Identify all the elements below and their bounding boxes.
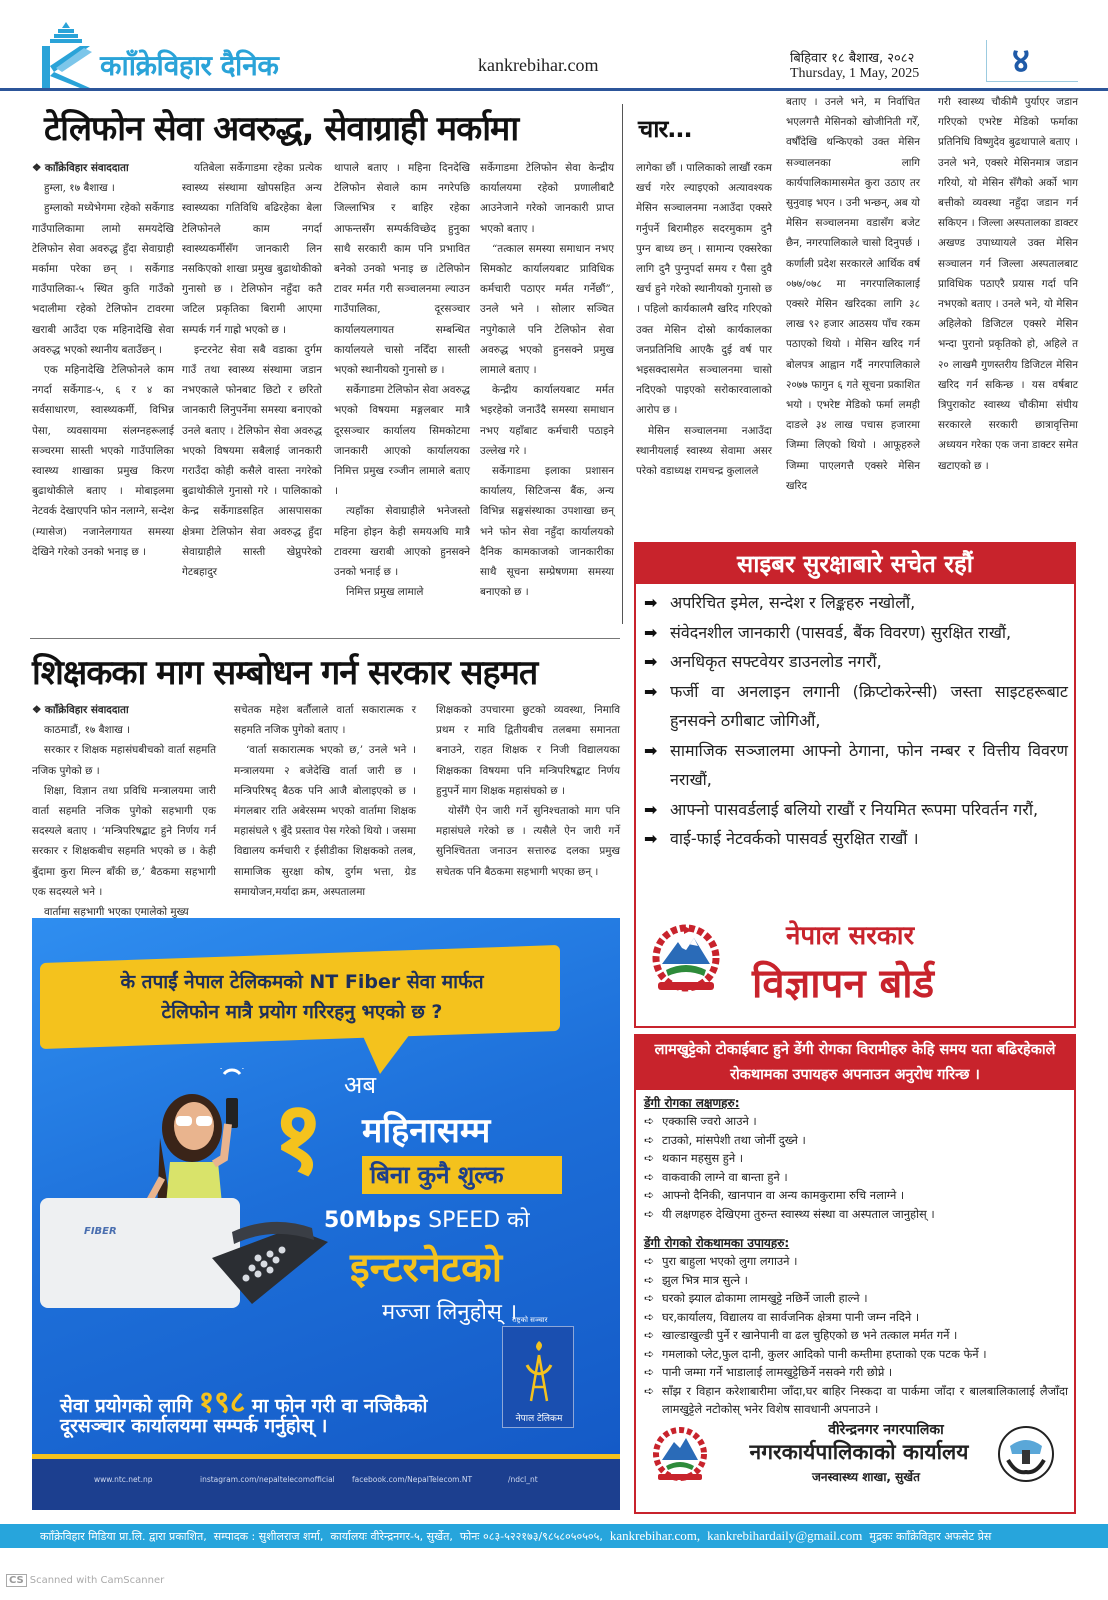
- nepal-telecom-logo: [502, 1326, 574, 1428]
- pointing-hand-icon: ➪: [644, 1383, 655, 1398]
- dengue-prevention: [644, 1308, 1068, 1327]
- dengue-symptom-text: थकान महसुस हुने ।: [662, 1151, 744, 1165]
- ad-enjoy-label: मज्जा लिनुहोस् ।: [382, 1300, 518, 1325]
- ad-free-label: बिना कुनै शुल्क: [370, 1161, 504, 1189]
- dengue-symptom: [644, 1168, 1068, 1187]
- article1-column-4: [480, 158, 614, 602]
- arrow-icon: ➡: [644, 681, 658, 701]
- dengue-prevention-list: [644, 1252, 1068, 1419]
- pointing-hand-icon: ➪: [644, 1169, 655, 1184]
- masthead-rule: [0, 88, 1108, 91]
- pointing-hand-icon: ➪: [644, 1151, 655, 1165]
- cyber-tip: [644, 677, 1068, 736]
- footer-printer: मुद्रकः कााँक्रेविहार अफसेट प्रेस: [869, 1530, 992, 1543]
- scanner-watermark-text: Scanned with CamScanner: [29, 1575, 165, 1586]
- article2-dateline: काठमाडौं, १७ बैशाख ।: [44, 724, 131, 737]
- article1-column-1: [32, 158, 174, 562]
- footer-phone: फोनः ०८३-५२२१७३/९८५८०५०५०५,: [459, 1530, 603, 1543]
- footer-editor: सम्पादक : सुशीलराज शर्मा,: [213, 1530, 324, 1543]
- cyber-tip-text: अपरिचित इमेल, सन्देश र लिङ्कहरु नखोलौं,: [670, 593, 916, 612]
- ad-speed-suffix: SPEED को: [428, 1208, 530, 1233]
- ad-router-label: FIBER: [84, 1226, 117, 1237]
- ad-logo-tagline: राष्ट्रको सञ्चार: [512, 1316, 548, 1324]
- article1-paragraph: हुम्लाको मध्येभेगमा रहेको सर्केगाड गाउँपालिकामा लामो समयदेखि टेलिफोन सेवा अवरुद्ध हुँदा सेवाग्राही मर्कामा परेका छन् । सर्केगाड गाउँपालिका-५ स्थित कुति गाउँको भदालीमा रहेको टेलिफोन टावरमा खराबी आउँदा एक महिनादेखि सेवा अवरुद्ध भएको स्थानीय बताउँछन् ।: [32, 202, 174, 356]
- article1-paragraph: सर्केगाडमा इलाका प्रशासन कार्यालय, सिटिजन्स बैंक, अन्य विभिन्न सङ्घसंस्थाका उपशाखा छन् भने फोन सेवा नहुँदा कार्यालयको दैनिक कामकाजको जानकारीका साथै सूचना सम्प्रेषणमा समस्या बनाएको छ ।: [480, 465, 614, 599]
- cyber-tip-text: सामाजिक सञ्जालमा आफ्नो ठेगाना, फोन नम्बर र वित्तीय विवरण नराखौं,: [670, 740, 1068, 789]
- municipality-office: नगरकार्यपालिकाको कार्यालय: [749, 1440, 969, 1464]
- continuation-paragraph: बताए । उनले भने, म निर्वाचित भएलगत्तै मेसिनको खोजीनिती गरेँ, वर्षौंदेखि थन्किएको उक्त मेसिन सञ्चालनका लागि कार्यपालिकामासमेत कुरा उठाए तर सुनुवाइ भएन । उनी भन्छन्, अब यो मेसिन सञ्चालनमा वडासँग बजेट छैन, नगरपालिकाले चासो दिनुपर्छ । कर्णाली प्रदेश सरकारले आर्थिक वर्ष ०७७/०७८ मा नगरपालिकालाई एक्सरे मेसिन खरिदका लागि ३८ लाख ९२ हजार आठसय पाँच रकम पठाएको थियो । मेसिन खरिद गर्न बोलपत्र आह्वान गर्दै नगरपालिकाले २०७७ फागुन ६ गते सूचना प्रकाशित भयो । एभरेष्ट मेडिको फर्मा लमही दाङले ३४ लाख पचास हजारमा जिम्मा लिएको थियो । आफूहरुले जिम्मा पाएलगत्तै एक्सरे मेसिन खरिद: [786, 96, 920, 492]
- camscanner-logo-icon: CS: [6, 1574, 27, 1587]
- gov-ad-board-line2: विज्ञापन बोर्ड: [752, 961, 935, 1007]
- page-number: ४: [1012, 41, 1030, 81]
- dengue-prevention: [644, 1271, 1068, 1290]
- ad-speed-label: [324, 1204, 530, 1234]
- continuation-paragraph: मेसिन सञ्चालनमा नआउँदा स्थानीयलाई स्वास्थ्य सेवामा असर परेको वडाध्यक्ष रामचन्द्र कुलालले: [636, 424, 772, 478]
- ad-question-line1: के तपाईं नेपाल टेलिकमको NT Fiber सेवा मार्फत: [120, 971, 484, 993]
- pointing-hand-icon: ➪: [644, 1206, 655, 1221]
- dengue-symptom-text: वाकवाकी लाग्ने वा बान्ता हुने ।: [662, 1169, 788, 1184]
- dengue-prevention: [644, 1252, 1068, 1271]
- cyber-tip-text: अनधिकृत सफ्टवेयर डाउनलोड नगरौं,: [670, 652, 882, 671]
- nepal-government-emblem-icon: [648, 924, 724, 994]
- article1-headline: टेलिफोन सेवा अवरुद्ध, सेवाग्राही मर्कामा: [44, 109, 519, 149]
- article1-paragraph: सर्केगाडमा टेलिफोन सेवा केन्द्रीय कार्यालयमा रहेको प्रणालीबाटै आउनेजाने गरेको जानकारी प्राप्त भएको बताए ।: [480, 162, 614, 235]
- nepal-government-emblem-icon: [650, 1426, 710, 1484]
- arrow-icon: ➡: [644, 799, 658, 819]
- arrow-icon: ➡: [644, 593, 658, 612]
- cyber-security-notice: [634, 542, 1076, 1028]
- article1-column-2: [182, 158, 322, 582]
- scanner-watermark: [6, 1574, 164, 1587]
- ad-x-link[interactable]: /ndcl_nt: [508, 1475, 538, 1484]
- article2-paragraph: योसँगै ऐन जारी गर्ने सुनिश्चताको माग पनि महासंघले गरेको छ । त्यसैले ऐन जारी गर्ने सुनिश्चितता जनाउन सत्तारुढ दलका प्रमुख सचेतक पनि बैठकमा सहभागी भएका छन् ।: [436, 805, 620, 878]
- article1-paragraph: सर्केगाडमा टेलिफोन सेवा अवरुद्ध भएको विषयमा मङ्गलबार मात्रै दूरसञ्चार कार्यालय सिमकोटमा जानकारी आएको कार्यालयका निमित्त प्रमुख रञ्जीन लामाले बताए ।: [334, 384, 470, 498]
- pointing-hand-icon: ➪: [644, 1309, 655, 1324]
- article1-dateline: हुम्ला, १७ बैशाख ।: [44, 182, 115, 195]
- ad-logo-label: नेपाल टेलिकम: [515, 1414, 563, 1424]
- newspaper-logo-icon: [36, 22, 96, 88]
- ad-internet-label: इन्टरनेटको: [350, 1245, 503, 1291]
- dengue-symptoms-list: [644, 1112, 1068, 1223]
- dengue-symptom: [644, 1205, 1068, 1224]
- municipality-section: जनस्वास्थ्य शाखा, सुर्खेत: [812, 1470, 920, 1484]
- dengue-symptom: [644, 1186, 1068, 1205]
- dengue-prevention-text: घरको झ्याल ढोकामा लामखुट्टे नछिर्ने जाली हाल्ने ।: [662, 1291, 868, 1305]
- article2-headline: शिक्षकका माग सम्बोधन गर्न सरकार सहमत: [32, 653, 538, 693]
- article-divider: [30, 638, 620, 639]
- article1-paragraph: थापाले बताए । महिना दिनदेखि टेलिफोन सेवाले काम नगरेपछि जिल्लाभित्र र बाहिर रहेका आफन्तसँग सम्पर्कविच्छेद हुनुका साथै सरकारी काम पनि प्रभावित बनेको उनको भनाइ छ ।टेलिफोन टावर मर्मत गरी सञ्चालनमा ल्याउन गाउँपालिका, दूरसञ्चार कार्यालयलगायत सम्बन्धित कार्यालयले चासो नदिँदा सास्ती भएको स्थानीयको गुनासो छ ।: [334, 162, 470, 377]
- dengue-prevention: [644, 1289, 1068, 1308]
- continuation-column-2: [786, 92, 920, 496]
- pointing-hand-icon: ➪: [644, 1188, 655, 1202]
- dengue-prevention-text: पानी जम्मा गर्ने भाडालाई लामखुट्टेछिर्ने नसक्ने गरी छोप्ने ।: [662, 1365, 893, 1379]
- cyber-tip-text: आफ्नो पासवर्डलाई बलियो राखौं र नियमित रूपमा परिवर्तन गरौं,: [670, 799, 1039, 819]
- masthead: [0, 0, 1108, 92]
- cyber-notice-title: साइबर सुरक्षाबारे सचेत रहौं: [636, 544, 1074, 584]
- ad-speed-value: 50Mbps: [324, 1208, 422, 1233]
- cyber-tip-text: फर्जी वा अनलाइन लगानी (क्रिप्टोकरेन्सी) जस्ता साइटहरूबाट हुनसक्ने ठगीबाट जोगिऔं,: [670, 681, 1068, 730]
- cyber-tip: [644, 824, 1068, 854]
- article2-column-2: [234, 700, 416, 902]
- municipality-name: वीरेन्द्रनगर नगरपालिका: [828, 1422, 944, 1438]
- article2-paragraph: शिक्षकको उपचारमा छुटको व्यवस्था, निमावि प्रथम र मावि द्वितीयबीच तलबमा समानता बनाउने, राहत शिक्षक र निजी विद्यालयका शिक्षकका विषयमा पनि मन्त्रिपरिषद्बाट निर्णय हुनुपर्ने माग शिक्षक महासंघको छ ।: [436, 704, 620, 797]
- article2-paragraph: सरकार र शिक्षक महासंघबीचको वार्ता सहमति नजिक पुगेको छ ।: [32, 744, 216, 777]
- dengue-prevention-text: घर,कार्यालय, विद्यालय वा सार्वजनिक क्षेत्रमा पानी जम्न नदिने ।: [662, 1309, 920, 1324]
- page-number-frame: [986, 40, 1078, 82]
- dengue-prevention: [644, 1382, 1068, 1419]
- ad-call-number: १९८: [198, 1385, 246, 1420]
- ad-speech-bubble: [40, 945, 560, 1049]
- article2-column-1: [32, 700, 216, 922]
- dengue-prevention-text: पुरा बाहुला भएको लुगा लगाउने ।: [662, 1254, 798, 1268]
- article1-paragraph: यतिबेला सर्केगाडमा रहेका प्रत्येक स्वास्थ्य संस्थामा खोपसहित अन्य स्वास्थ्यका गतिविधि बढिरहेका बेला टेलिफोनले काम नगर्दा स्वास्थ्यकर्मीसँग जानकारी लिन नसकिएको शाखा प्रमुख बुढाथोकीको गुनासो छ । टेलिफोन नहुँदा कतै जटिल प्रकृतिका बिरामी आएमा सम्पर्क गर्न गाह्रो भएको छ ।: [182, 162, 322, 336]
- ad-social-footer: [32, 1459, 620, 1510]
- dengue-awareness-notice: [634, 1034, 1076, 1514]
- dengue-symptom: [644, 1112, 1068, 1131]
- continuation-paragraph: गरी स्वास्थ्य चौकीमै पुर्याएर जडान गरिएको एभरेष्ट मेडिको फर्माका प्रतिनिधि विष्णुदेव बुढथापाले बताए । उनले भने, एक्सरे मेसिनमात्र जडान गरियो, यो मेसिन सँगैको अर्को भाग बत्तीको व्यवस्था नहुँदा जडान गर्न सकिएन । जिल्ला अस्पतालका डाक्टर अखण्ड उपाध्यायले उक्त मेसिन सञ्चालन गर्न जिल्ला अस्पतालबाट प्राविधिक पठाएरै प्रयास गर्दा पनि नभएको बताए । उनले भने, यो मेसिन अहिलेको डिजिटल एक्सरे मेसिन भन्दा पुरानो प्रकृतिको हो, अहिले त २० लाखमै गुणस्तरीय डिजिटल मेसिन खरिद गर्न सकिन्छ । यस वर्षबाट त्रिपुराकोट स्वास्थ्य चौकीमा संघीय सरकारले सरकारी छात्रावृत्तिमा अध्ययन गरेका एक जना डाक्टर समेत खटाएको छ ।: [938, 96, 1078, 472]
- article1-paragraph: इन्टरनेट सेवा सबै वडाका दुर्गम गाउँ तथा स्वास्थ्य संस्थामा जडान नभएकाले फोनबाट छिटो र छरितो जानकारी लिनुपर्नेमा समस्या बनाएको उनले बताए । टेलिफोन सेवा अवरुद्ध भएको विषयमा सबैलाई जानकारी गराउँदा कोही कसैले वास्ता नगरेको बुढाथोकीले गुनासो गरे । पालिकाको केन्द्र सर्केगाडसहित आसपासका क्षेत्रमा टेलिफोन सेवा अवरुद्ध हुँदा सेवाग्राहीले सास्ती खेप्नुपरेको गेटबहादुर: [182, 343, 322, 579]
- article1-paragraph: केन्द्रीय कार्यालयबाट मर्मत भइरहेको जनाउँदै समस्या समाधान नभए यहाँबाट कर्मचारी पठाइने उल्लेख गरे ।: [480, 384, 614, 457]
- dengue-prevention-title: डेंगी रोगको रोकथामका उपायहरु:: [644, 1236, 790, 1250]
- date-nepali: बिहिवार १८ बैशाख, २०८२: [790, 51, 915, 66]
- dengue-symptom: [644, 1131, 1068, 1150]
- ad-now-label: अब: [344, 1071, 377, 1099]
- pointing-hand-icon: ➪: [644, 1328, 655, 1342]
- article1-paragraph: निमित्त प्रमुख लामाले: [346, 586, 424, 599]
- arrow-icon: ➡: [644, 740, 658, 760]
- article2-paragraph: वार्तामा सहभागी भएका एमालेको मुख्य: [44, 906, 189, 919]
- article1-column-3: [334, 158, 470, 602]
- continuation-paragraph: लागेका छौं । पालिकाको लाखौं रकम खर्च गरेर ल्याइएको अत्यावश्यक मेसिन सञ्चालनमा नआउँदा एक्सरे गर्नुपर्ने बिरामीहरु सदरमुकाम दुनै पुग्न बाध्य छन् । सामान्य एक्सरेका लागि दुनै पुग्नुपर्दा समय र पैसा दुवै खर्च हुने गरेको स्थानीयको गुनासो छ । पहिलो कार्यकालमै खरिद गरिएको उक्त मेसिन दोस्रो कार्यकालका जनप्रतिनिधि आएकै दुई वर्ष पार भइसक्दासमेत सञ्चालनमा चासो नदिएको पाइएको सरोकारवालाको आरोप छ ।: [636, 162, 772, 417]
- ad-instagram-link[interactable]: instagram.com/nepaltelecomofficial: [200, 1475, 335, 1484]
- dengue-symptom-text: एक्कासि ज्वरो आउने ।: [662, 1114, 757, 1128]
- arrow-icon: ➡: [644, 622, 658, 642]
- continuation-headline: चार...: [638, 115, 692, 143]
- article2-byline: ❖ कााँक्रेविहार संवाददाता: [32, 704, 129, 716]
- article1-paragraph: त्यहाँका सेवाग्राहीले भनेजस्तो महिना होइन केही समयअघि मात्रै टावरमा खराबी आएको हुनसक्ने उनको भनाई छ ।: [334, 505, 470, 579]
- dengue-notice-heading: लामखुट्टेको टोकाईबाट हुने डेंगी रोगका विरामीहरु केहि समय यता बढिरहेकाले रोकथामका उपायहरु अपनाउन अनुरोध गरिन्छ ।: [636, 1036, 1074, 1090]
- nepal-telecom-emblem-icon: [519, 1337, 559, 1405]
- cyber-tip-text: संवेदनशील जानकारी (पासवर्ड, बैंक विवरण) सुरक्षित राखौं,: [670, 622, 1012, 642]
- municipality-health-logo-icon: [996, 1424, 1056, 1484]
- ad-website-link[interactable]: www.ntc.net.np: [94, 1475, 153, 1484]
- article2-paragraph: सचेतक महेश बर्तौलाले वार्ता सकारात्मक र सहमति नजिक पुगेको बताए ।: [234, 704, 416, 737]
- dengue-prevention-text: खाल्डाखुल्डी पुर्ने र खानेपानी वा ढल चुहिएको छ भने तत्काल मर्मत गर्ने ।: [662, 1328, 958, 1342]
- date-english: Thursday, 1 May, 2025: [790, 66, 920, 81]
- dengue-symptom: [644, 1149, 1068, 1168]
- ad-call-line2: दूरसञ्चार कार्यालयमा सम्पर्क गर्नुहोस् ।: [60, 1415, 328, 1437]
- ad-facebook-link[interactable]: facebook.com/NepalTelecom.NT: [352, 1475, 473, 1484]
- ad-call-prefix: सेवा प्रयोगको लागि: [60, 1395, 192, 1417]
- pointing-hand-icon: ➪: [644, 1346, 655, 1361]
- arrow-icon: ➡: [644, 829, 658, 848]
- article1-paragraph: एक महिनादेखि टेलिफोनले काम नगर्दा सर्केगाड-५, ६ र ४ का सर्वसाधारण, स्वास्थ्यकर्मी, विभिन्न पेसा, व्यवसायमा संलग्नहरूलाई सञ्चरमा सास्ती भएको गाउँपालिका स्वास्थ्य शाखाका प्रमुख किरण बुढाथोकीले बताए । मोबाइलमा नेटवर्क देखाएपनि फोन नलाग्ने, सन्देश (म्यासेज) नजानेलगायत समस्या देखिने गरेको उनको भनाइ छ ।: [32, 364, 174, 558]
- article2-column-3: [436, 700, 620, 882]
- pointing-hand-icon: ➪: [644, 1114, 655, 1128]
- footer-site-link[interactable]: kankrebihar.com,: [609, 1528, 701, 1543]
- publisher-footer: [0, 1524, 1108, 1548]
- cyber-tip: [644, 618, 1068, 648]
- footer-publisher: कााँक्रेविहार मिडिया प्रा.लि. द्वारा प्रकाशित,: [40, 1530, 207, 1543]
- footer-office: कार्यालयः वीरेन्द्रनगर-५, सुर्खेत,: [330, 1530, 453, 1543]
- continuation-column-1: [636, 158, 772, 481]
- dengue-prevention: [644, 1326, 1068, 1345]
- cyber-tip-text: वाई-फाई नेटवर्कको पासवर्ड सुरक्षित राखौं ।: [670, 829, 919, 848]
- dengue-prevention-text: झुल भित्र मात्र सुत्ने ।: [662, 1272, 748, 1287]
- ad-call-suffix: मा फोन गरी वा नजिकैको: [252, 1395, 428, 1417]
- footer-email-link[interactable]: kankrebihardaily@gmail.com: [707, 1528, 863, 1543]
- cyber-tip: [644, 795, 1068, 825]
- dengue-symptom-text: टाउको, मांसपेशी तथा जोर्नी दुख्ने ।: [662, 1132, 806, 1147]
- site-url[interactable]: kankrebihar.com: [478, 55, 599, 75]
- pointing-hand-icon: ➪: [644, 1132, 655, 1147]
- dengue-prevention: [644, 1363, 1068, 1382]
- dengue-symptoms-title: डेंगी रोगका लक्षणहरु:: [644, 1096, 740, 1110]
- dengue-symptom-text: आफ्नो दैनिकी, खानपान वा अन्य कामकुरामा रुचि नलाग्ने ।: [662, 1188, 905, 1202]
- ad-one-numeral: १: [272, 1079, 324, 1196]
- arrow-icon: ➡: [644, 652, 658, 671]
- gov-ad-board-line1: नेपाल सरकार: [786, 921, 915, 951]
- dengue-prevention-text: साँझ र विहान करेशाबारीमा जाँदा,घर बाहिर निस्कदा वा पार्कमा जाँदा र बालबालिकालाई लैजाँदा लामखुट्टेले नटोकोस् भनेर विशेष सावधानी अपनाउने ।: [662, 1383, 1068, 1416]
- article1-paragraph: “तत्काल समस्या समाधान नभए सिमकोट कार्यालयबाट प्राविधिक कर्मचारी पठाएर मर्मत गर्नेछौं”, उनले भने । सोलार सञ्चित नपुगेकाले पनि टेलिफोन सेवा अवरुद्ध भएको हुनसक्ने प्रमुख लामाले बताए ।: [480, 242, 614, 377]
- pointing-hand-icon: ➪: [644, 1291, 655, 1305]
- ad-question-line2: टेलिफोन मात्रै प्रयोग गरिरहनु भएको छ ?: [161, 1001, 443, 1023]
- column-divider: [622, 104, 623, 624]
- article2-paragraph: शिक्षा, विज्ञान तथा प्रविधि मन्त्रालयमा जारी वार्ता सहमति नजिक पुगेको सहभागी एक सदस्यले बताए । ‘मन्त्रिपरिषद्बाट हुने निर्णय गर्न सरकार र शिक्षकबीच सहमति भएको छ । केही बुँदामा कुरा मिल्न बाँकी छ,’ बैठकमा सहभागी एक सदस्यले भने ।: [32, 784, 216, 898]
- article1-byline: ❖ कााँक्रेविहार संवाददाता: [32, 162, 129, 174]
- newspaper-name: कााँक्रेविहार दैनिक: [100, 49, 279, 82]
- nt-fiber-advertisement: [32, 918, 620, 1510]
- dengue-prevention-text: गमलाको प्लेट,फुल दानी, कुलर आदिको पानी कम्तीमा हप्ताको एक पटक फेर्ने ।: [662, 1346, 987, 1361]
- dengue-prevention: [644, 1345, 1068, 1364]
- dengue-symptom-text: यी लक्षणहरु देखिएमा तुरुन्त स्वास्थ्य संस्था वा अस्पताल जानुहोस् ।: [662, 1206, 935, 1221]
- cyber-tip: [644, 588, 1068, 618]
- pointing-hand-icon: ➪: [644, 1272, 655, 1287]
- pointing-hand-icon: ➪: [644, 1254, 655, 1268]
- article2-paragraph: ‘वार्ता सकारात्मक भएको छ,’ उनले भने । मन्त्रालयमा २ बजेदेखि वार्ता जारी छ । मन्त्रिपरिषद् बैठक पनि आजै बोलाइएको छ । मंगलबार राति अबेरसम्म भएको वार्तामा शिक्षक महासंघले ९ बुँदे प्रस्ताव पेस गरेको थियो । जसमा विद्यालय कर्मचारी र ईसीडीका शिक्षकको तलब, सामाजिक सुरक्षा कोष, दुर्गम भत्ता, ग्रेड समायोजन,मर्यादा क्रम, अस्पतालमा: [234, 744, 416, 898]
- pointing-hand-icon: ➪: [644, 1365, 655, 1379]
- ad-months-label: महिनासम्म: [362, 1111, 491, 1151]
- cyber-tip: [644, 736, 1068, 795]
- continuation-column-3: [938, 92, 1078, 476]
- ad-telephone-image: [202, 1218, 332, 1308]
- cyber-tip: [644, 647, 1068, 677]
- cyber-tips-list: [644, 588, 1068, 854]
